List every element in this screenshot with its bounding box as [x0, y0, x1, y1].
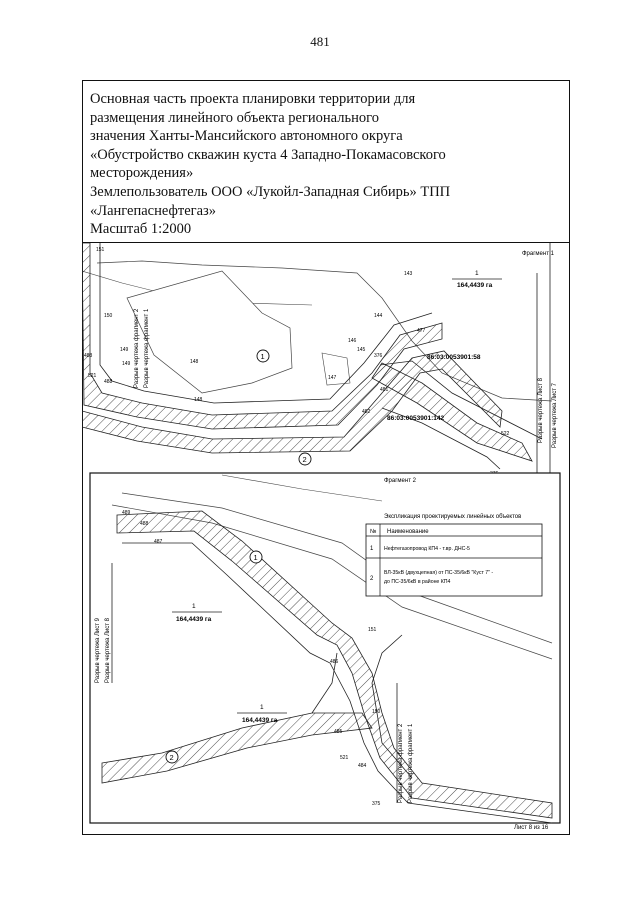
header-line: Землепользователь ООО «Лукойл-Западная Сибирь» ТПП — [90, 183, 451, 200]
point-label: 150 — [104, 313, 113, 319]
point-label: 146 — [348, 338, 357, 344]
drawing-header — [90, 90, 550, 239]
legend-table — [366, 513, 542, 596]
point-label: 148 — [190, 359, 199, 365]
point-label: 489 — [122, 510, 131, 516]
page-number: 481 — [310, 34, 330, 49]
point-label: 143 — [404, 271, 413, 277]
point-label: 477 — [417, 328, 426, 334]
legend-col-no: № — [370, 529, 377, 535]
area-number: 1 — [260, 704, 264, 711]
marker-number: 2 — [302, 455, 307, 464]
header-line: размещения линейного объекта регионального — [90, 109, 379, 126]
fragment-2 — [90, 473, 560, 831]
legend-row-no: 2 — [370, 576, 374, 582]
point-label: 484 — [358, 763, 367, 769]
point-label: 151 — [96, 247, 105, 253]
building-pad — [127, 271, 292, 393]
legend-col-name: Наименование — [387, 529, 429, 535]
parcel-label: 86:03:0053901:142 — [387, 415, 445, 422]
point-label: 485 — [334, 729, 343, 735]
header-line: значения Ханты-Мансийского автономного округа — [90, 128, 403, 145]
point-label: 487 — [154, 539, 163, 545]
legend-row-name: Нефтегазопровод КП4 - т.вр. ДНС-5 — [384, 546, 470, 552]
point-label: 375 — [372, 801, 381, 807]
header-line: «Обустройство скважин куста 4 Западно-Покамасовского — [90, 146, 446, 163]
point-label: 150 — [372, 709, 381, 715]
header-line: «Лангепаснефтегаз» — [90, 202, 217, 219]
break-label: Разрыв чертежа фрагмент 2 — [134, 308, 140, 388]
fragment-2-label: Фрагмент 2 — [384, 478, 416, 484]
point-label: 376 — [374, 353, 383, 359]
point-label: 481 — [380, 387, 389, 393]
area-value: 164,4439 га — [176, 616, 212, 623]
legend-row-name: до ПС-35/6кВ в районе КП4 — [384, 579, 451, 585]
point-label: 522 — [501, 431, 510, 437]
sheet-number: Лист 8 из 16 — [514, 825, 549, 831]
break-label: Разрыв чертежа фрагмент 1 — [408, 723, 414, 803]
area-number: 1 — [192, 603, 196, 610]
break-label: Разрыв чертежа Лист 8 — [538, 377, 544, 443]
break-label: Разрыв чертежа Лист 7 — [552, 382, 558, 448]
point-label: 149 — [122, 361, 131, 367]
header-line: месторождения» — [90, 165, 194, 182]
fragment-1-label: Фрагмент 1 — [522, 251, 554, 257]
break-label: Разрыв чертежа фрагмент 2 — [398, 723, 404, 803]
parcel-label: 86:03:0053901:58 — [427, 354, 481, 361]
point-label: 144 — [374, 313, 383, 319]
point-label: 482 — [362, 409, 371, 415]
point-label: 151 — [368, 627, 377, 633]
break-label: Разрыв чертежа Лист 8 — [105, 617, 111, 683]
area-value: 164,4439 га — [242, 717, 278, 724]
point-label: 486 — [330, 659, 339, 665]
header-line: Масштаб 1:2000 — [90, 221, 192, 238]
point-label: 521 — [88, 373, 97, 379]
legend-title: Экспликация проектируемых линейных объектов — [384, 514, 522, 520]
break-label: Разрыв чертежа фрагмент 1 — [144, 308, 150, 388]
point-label: 149 — [120, 347, 129, 353]
drawing-area — [82, 242, 570, 836]
legend-row-no: 1 — [370, 546, 374, 552]
area-value: 164,4439 га — [457, 282, 493, 289]
header-line: Основная часть проекта планировки территории для — [90, 91, 416, 107]
marker-number: 1 — [260, 352, 265, 361]
point-label: 488 — [104, 379, 113, 385]
point-label: 483 — [84, 353, 93, 359]
marker-number: 2 — [169, 753, 174, 762]
point-label: 488 — [140, 521, 149, 527]
legend-row-name: ВЛ-35кВ (двухцепная) от ПС-35/6кВ "Куст 7" - — [384, 570, 494, 576]
point-label: 147 — [328, 375, 337, 381]
point-label: 148 — [194, 397, 203, 403]
point-label: 521 — [340, 755, 349, 761]
point-label: 145 — [357, 347, 366, 353]
area-number: 1 — [475, 270, 479, 277]
marker-number: 1 — [253, 553, 258, 562]
break-label: Разрыв чертежа Лист 9 — [95, 617, 101, 683]
